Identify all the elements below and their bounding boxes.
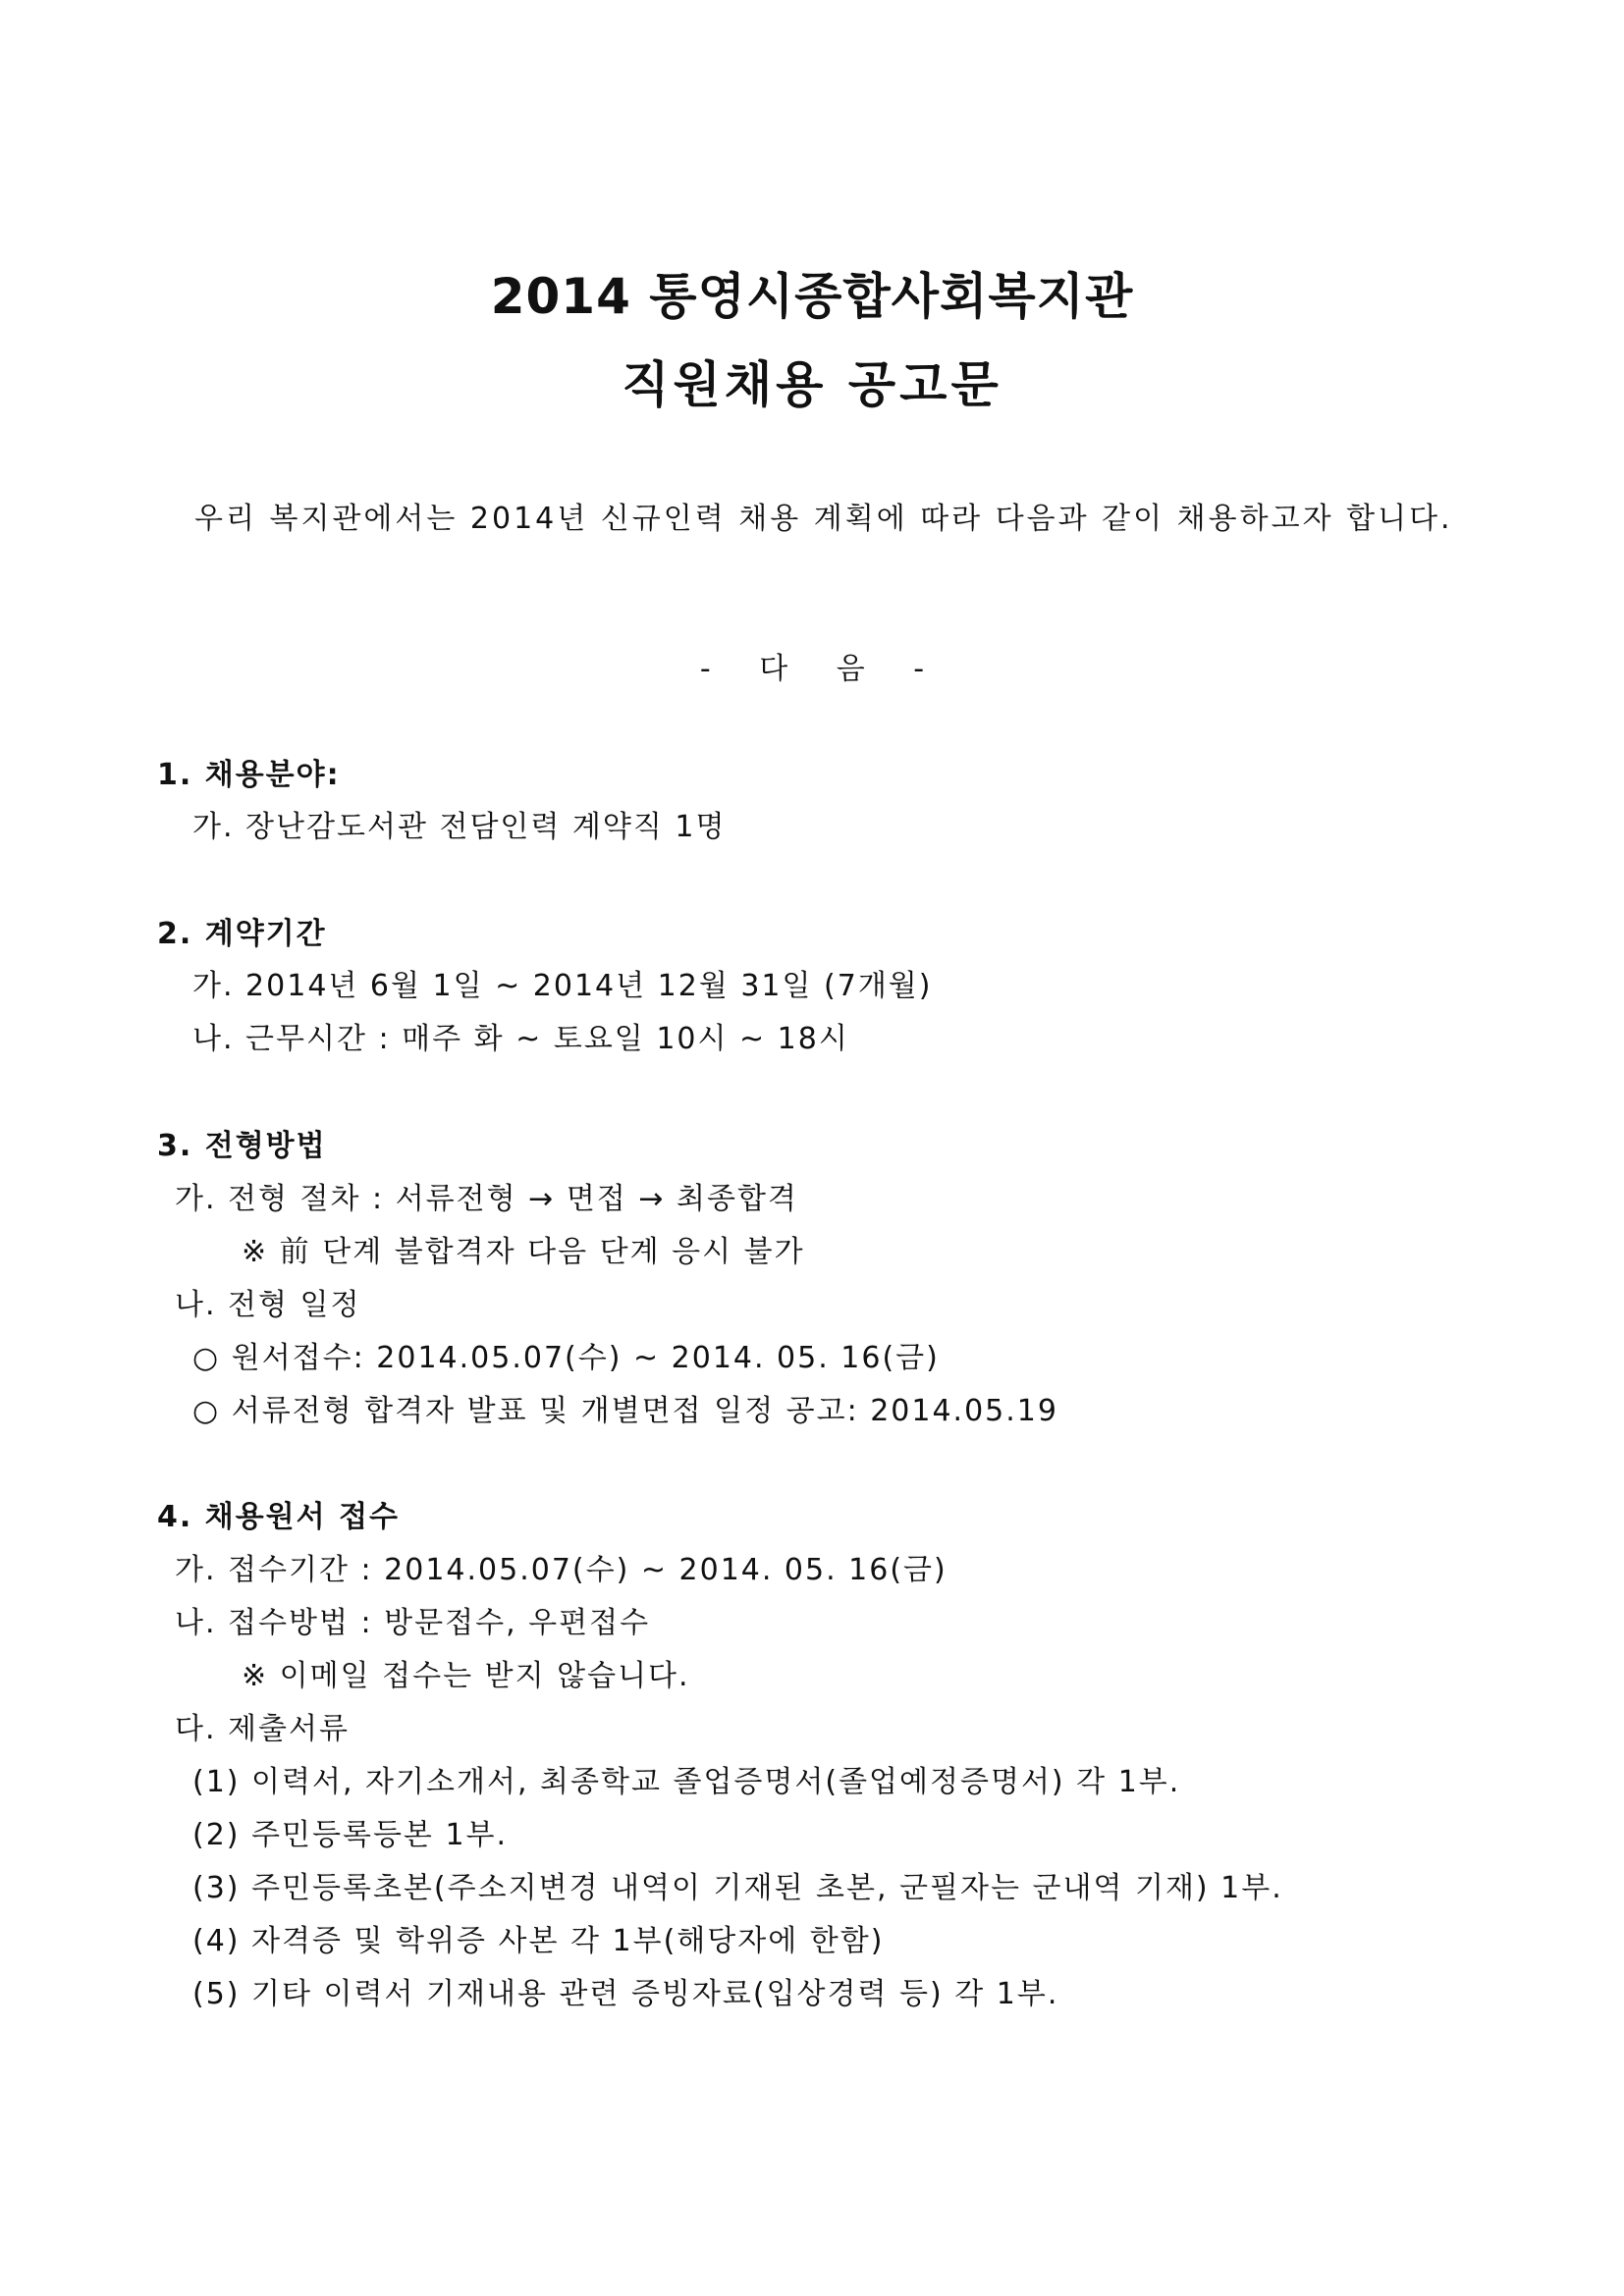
section-4-item: 나. 접수방법 : 방문접수, 우편접수	[175, 1606, 651, 1640]
section-2-heading: 2. 계약기간	[157, 917, 327, 951]
document-list-item: (3) 주민등록초본(주소지변경 내역이 기재된 초본, 군필자는 군내역 기재) 1부.	[192, 1871, 1283, 1905]
section-2-item: 가. 2014년 6월 1일 ~ 2014년 12월 31일 (7개월)	[192, 969, 933, 1003]
section-4-item: 다. 제출서류	[175, 1712, 350, 1746]
section-1-heading: 1. 채용분야:	[157, 758, 341, 792]
section-1-item: 가. 장난감도서관 전담인력 계약직 1명	[192, 810, 727, 844]
section-3-item: 나. 전형 일정	[175, 1288, 361, 1322]
section-3-schedule-item: ○ 원서접수: 2014.05.07(수) ~ 2014. 05. 16(금)	[192, 1341, 940, 1375]
section-4-heading: 4. 채용원서 접수	[157, 1500, 401, 1534]
section-3-schedule-item: ○ 서류전형 합격자 발표 및 개별면접 일정 공고: 2014.05.19	[192, 1394, 1058, 1428]
document-list-item: (2) 주민등록등본 1부.	[192, 1818, 509, 1852]
section-3-item: 가. 전형 절차 : 서류전형 → 면접 → 최종합격	[175, 1182, 798, 1216]
intro-paragraph: 우리 복지관에서는 2014년 신규인력 채용 계획에 따라 다음과 같이 채용하고자 합니다.	[194, 502, 1453, 536]
section-4-note: ※ 이메일 접수는 받지 않습니다.	[242, 1659, 690, 1693]
center-mark: - 다 음 -	[699, 652, 925, 686]
section-3-heading: 3. 전형방법	[157, 1129, 327, 1163]
section-4-item: 가. 접수기간 : 2014.05.07(수) ~ 2014. 05. 16(금)	[175, 1553, 947, 1587]
document-list-item: (4) 자격증 및 학위증 사본 각 1부(해당자에 한함)	[192, 1924, 885, 1958]
document-title-line-1: 2014 통영시종합사회복지관	[490, 268, 1134, 325]
document-title-line-2: 직원채용 공고문	[622, 356, 1002, 413]
section-2-item: 나. 근무시간 : 매주 화 ~ 토요일 10시 ~ 18시	[192, 1022, 849, 1056]
document-list-item: (1) 이력서, 자기소개서, 최종학교 졸업증명서(졸업예정증명서) 각 1부.	[192, 1765, 1181, 1799]
section-3-note: ※ 前 단계 불합격자 다음 단계 응시 불가	[242, 1235, 805, 1269]
document-list-item: (5) 기타 이력서 기재내용 관련 증빙자료(입상경력 등) 각 1부.	[192, 1977, 1059, 2011]
